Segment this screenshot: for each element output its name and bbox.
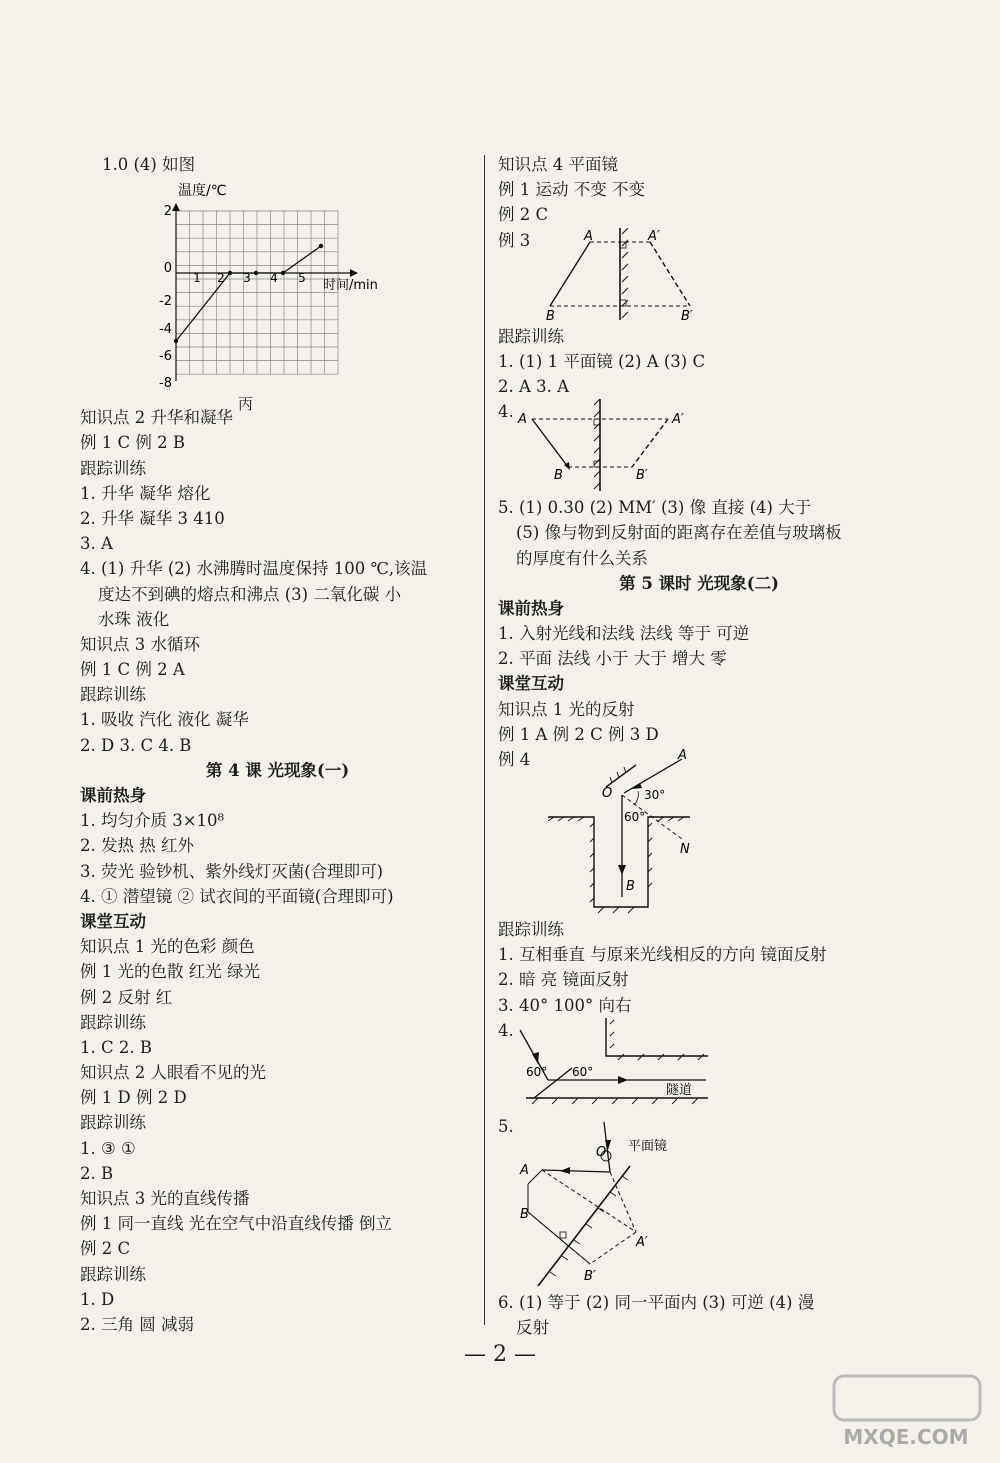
- text-line: 2. 平面 法线 小于 大于 增大 零: [498, 649, 727, 669]
- graph-ytick: 0: [163, 261, 172, 277]
- text-line: 1. 升华 凝华 熔化: [80, 483, 211, 503]
- text-line: 例 1 光的色散 红光 绿光: [80, 962, 260, 982]
- label-B: B: [626, 879, 635, 894]
- label-O: O: [602, 786, 613, 801]
- label-B: B: [554, 468, 563, 484]
- graph-point: [319, 244, 323, 248]
- label-B-prime: B′: [636, 468, 648, 484]
- mirror-figure-ex3: [498, 228, 900, 324]
- label-A: A: [584, 228, 593, 244]
- text-line: 2. 发热 热 红外: [80, 836, 194, 856]
- text-line: 1. C 2. B: [80, 1037, 152, 1057]
- angle-label: 60°: [526, 1064, 548, 1079]
- text-line: 跟踪训练: [80, 685, 146, 705]
- text-line: 1. 入射光线和法线 法线 等于 可逆: [498, 624, 750, 644]
- text-line: 4. ① 潜望镜 ② 试衣间的平面镜(合理即可): [80, 886, 394, 906]
- mirror-figure-q5: [498, 1114, 900, 1290]
- graph-xtick: 3: [243, 271, 251, 286]
- text-line: 知识点 1 光的色彩 颜色: [80, 937, 255, 957]
- mirror-figure-q4: [498, 399, 900, 495]
- text-line: 反射: [516, 1317, 549, 1337]
- label-B: B: [520, 1206, 529, 1222]
- temperature-graph: [80, 177, 475, 414]
- graph-x-arrow: [350, 269, 358, 277]
- graph-xtick: 1: [193, 271, 201, 286]
- text-line: 2. 暗 亮 镜面反射: [498, 970, 629, 990]
- text-line: 例 2 C: [80, 1239, 131, 1259]
- text-line: 3. A: [80, 534, 113, 554]
- graph-point: [228, 271, 232, 275]
- text-line: 水珠 液化: [98, 609, 170, 629]
- text-line: 知识点 2 升华和凝华: [80, 408, 233, 428]
- graph-ytick: 2: [163, 204, 172, 220]
- graph-xlabel: 时间/min: [323, 278, 378, 294]
- text-line: 知识点 3 水循环: [80, 634, 200, 654]
- text-line: 例 2 C: [498, 205, 549, 225]
- graph-point: [174, 339, 178, 343]
- section-heading: 课堂互动: [80, 911, 146, 931]
- watermark-logo: [826, 1368, 986, 1453]
- text-line: 例 1 A 例 2 C 例 3 D: [498, 724, 659, 744]
- text-line: 例 2 反射 红: [80, 987, 173, 1007]
- label-B-prime: B′: [681, 308, 693, 324]
- tunnel-label: 隧道: [666, 1082, 693, 1098]
- label-O: O: [596, 1144, 607, 1160]
- text-line: 跟踪训练: [498, 326, 564, 346]
- graph-ytick: -6: [159, 349, 172, 365]
- text-line: 例 1 D 例 2 D: [80, 1088, 187, 1108]
- text-line: 5. (1) 0.30 (2) MM′ (3) 像 直接 (4) 大于: [498, 498, 812, 518]
- angle-label: 30°: [644, 788, 666, 802]
- reflection-figure-ex4: [498, 747, 900, 917]
- graph-ytick: -2: [159, 294, 172, 310]
- graph-xtick: 4: [270, 271, 278, 286]
- mirror-label: 平面镜: [628, 1138, 668, 1154]
- label-B-prime: B′: [584, 1268, 596, 1284]
- text-line: 跟踪训练: [80, 458, 146, 478]
- graph-caption: 丙: [238, 395, 254, 414]
- text-line: 1. (1) 1 平面镜 (2) A (3) C: [498, 351, 706, 371]
- angle-label: 60°: [572, 1064, 594, 1079]
- text-line: 2. D 3. C 4. B: [80, 735, 192, 755]
- label-A: A: [520, 1162, 529, 1178]
- right-column: [498, 152, 900, 1340]
- angle-label: 60°: [624, 810, 646, 824]
- text-line: 跟踪训练: [80, 1113, 146, 1133]
- text-line: 1. ③ ①: [80, 1138, 136, 1158]
- text-line: 1. 吸收 汽化 液化 凝华: [80, 710, 249, 730]
- text-line: 1. D: [80, 1289, 115, 1309]
- label-A: A: [678, 748, 687, 763]
- text-line: 跟踪训练: [498, 920, 564, 939]
- graph-y-arrow: [172, 203, 180, 211]
- text-line: 例 1 C 例 2 A: [80, 660, 185, 680]
- text-line: 跟踪训练: [80, 1264, 146, 1284]
- text-line: 6. (1) 等于 (2) 同一平面内 (3) 可逆 (4) 漫: [498, 1292, 815, 1312]
- text-line: 跟踪训练: [80, 1012, 146, 1032]
- text-line: 知识点 3 光的直线传播: [80, 1189, 250, 1208]
- label-B: B: [546, 308, 555, 324]
- label-A: A: [518, 412, 527, 428]
- graph-xtick: 5: [298, 271, 306, 286]
- text-line: 3. 荧光 验钞机、紫外线灯灭菌(合理即可): [80, 861, 384, 881]
- text-line: 3. 40° 100° 向右: [498, 995, 632, 1015]
- text-line: 2. 三角 圆 减弱: [80, 1314, 194, 1334]
- graph-xtick: 2: [217, 271, 225, 286]
- text-line: 例 3: [498, 230, 531, 250]
- graph-ytick: -4: [159, 322, 172, 338]
- graph-line: [176, 246, 321, 341]
- tunnel-figure-q4: [498, 1018, 900, 1114]
- text-line: 4. (1) 升华 (2) 水沸腾时温度保持 100 ℃,该温: [80, 559, 428, 579]
- label-A-prime: A′: [672, 412, 684, 428]
- text-line: 2. 升华 凝华 3 410: [80, 508, 225, 528]
- text-line: 1.0 (4) 如图: [102, 155, 196, 174]
- text-line: (5) 像与物到反射面的距离存在差值与玻璃板: [516, 523, 842, 543]
- text-line: 1. 互相垂直 与原来光线相反的方向 镜面反射: [498, 945, 827, 965]
- text-line: 例 4: [498, 750, 531, 769]
- label-A-prime: A′: [636, 1234, 648, 1250]
- text-line: 例 1 C 例 2 B: [80, 433, 185, 453]
- column-divider: [484, 155, 485, 1325]
- text-line: 1. 均匀介质 3×10⁸: [80, 811, 225, 831]
- text-line: 例 1 运动 不变 不变: [498, 180, 645, 200]
- text-line: 知识点 1 光的反射: [498, 699, 635, 719]
- lesson-title: 第 5 课时 光现象(二): [619, 573, 779, 593]
- text-line: 4.: [498, 1020, 514, 1040]
- text-line: 5.: [498, 1116, 514, 1136]
- section-heading: 课前热身: [498, 598, 564, 618]
- section-heading: 课前热身: [80, 786, 146, 805]
- text-line: 例 1 同一直线 光在空气中沿直线传播 倒立: [80, 1214, 392, 1234]
- text-line: 度达不到碘的熔点和沸点 (3) 二氧化碳 小: [98, 584, 402, 604]
- watermark-text: MXQE.COM: [843, 1425, 969, 1449]
- label-N: N: [680, 842, 690, 857]
- left-column: [80, 152, 475, 1337]
- text-line: 知识点 2 人眼看不见的光: [80, 1063, 266, 1083]
- text-line: 的厚度有什么关系: [516, 548, 648, 568]
- page-number: — 2 —: [464, 1342, 536, 1367]
- section-heading: 课堂互动: [498, 674, 564, 694]
- graph-point: [281, 271, 285, 275]
- graph-point: [254, 271, 258, 275]
- text-line: 2. B: [80, 1163, 114, 1183]
- text-line: 4.: [498, 402, 514, 422]
- graph-ytick: -8: [159, 376, 172, 392]
- label-A-prime: A′: [648, 228, 660, 244]
- text-line: 2. A 3. A: [498, 376, 570, 396]
- graph-ylabel: 温度/℃: [178, 183, 227, 200]
- lesson-title: 第 4 课 光现象(一): [205, 760, 350, 780]
- text-line: 知识点 4 平面镜: [498, 155, 618, 174]
